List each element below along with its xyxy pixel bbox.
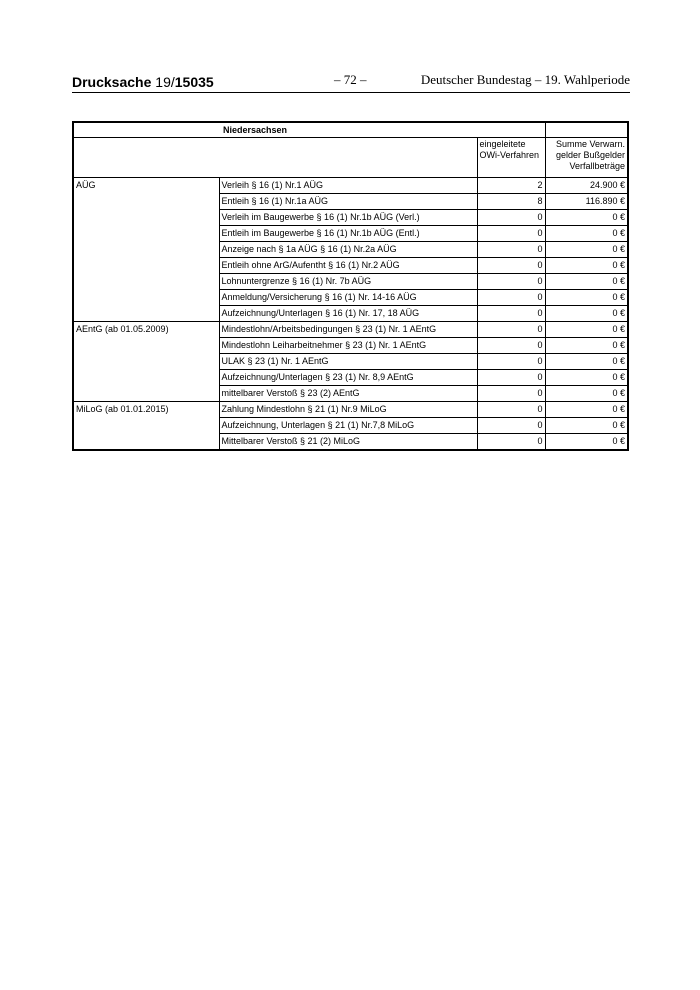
row-owi-cell: 0 xyxy=(477,210,545,226)
table-row xyxy=(73,418,628,434)
row-label-cell: mittelbarer Verstoß § 23 (2) AEntG xyxy=(219,386,477,402)
document-number-part1: 19/ xyxy=(155,74,175,90)
row-group-cell xyxy=(73,354,219,370)
row-label-cell: Anmeldung/Versicherung § 16 (1) Nr. 14-16 AÜG xyxy=(219,290,477,306)
row-sum-cell: 0 € xyxy=(545,418,628,434)
row-label-cell: Aufzeichnung, Unterlagen § 21 (1) Nr.7,8 MiLoG xyxy=(219,418,477,434)
row-group-cell xyxy=(73,226,219,242)
table-body xyxy=(73,178,628,451)
row-owi-cell: 0 xyxy=(477,242,545,258)
row-label-cell: Aufzeichnung/Unterlagen § 16 (1) Nr. 17, 18 AÜG xyxy=(219,306,477,322)
row-owi-cell: 2 xyxy=(477,178,545,194)
row-group-cell: AEntG (ab 01.05.2009) xyxy=(73,322,219,338)
row-group-cell xyxy=(73,338,219,354)
row-label-cell: Mindestlohn Leiharbeitnehmer § 23 (1) Nr. 1 AEntG xyxy=(219,338,477,354)
row-label-cell: Anzeige nach § 1a AÜG § 16 (1) Nr.2a AÜG xyxy=(219,242,477,258)
row-owi-cell: 0 xyxy=(477,306,545,322)
row-owi-cell: 0 xyxy=(477,402,545,418)
row-sum-cell: 0 € xyxy=(545,274,628,290)
row-owi-cell: 8 xyxy=(477,194,545,210)
row-owi-cell: 0 xyxy=(477,258,545,274)
table-row xyxy=(73,194,628,210)
table-row xyxy=(73,226,628,242)
page-header xyxy=(72,70,630,93)
row-sum-cell: 24.900 € xyxy=(545,178,628,194)
row-group-cell xyxy=(73,418,219,434)
row-group-cell: AÜG xyxy=(73,178,219,194)
header-empty-cell xyxy=(73,138,477,178)
row-group-cell xyxy=(73,386,219,402)
row-sum-cell: 0 € xyxy=(545,258,628,274)
row-label-cell: Mindestlohn/Arbeitsbedingungen § 23 (1) Nr. 1 AEntG xyxy=(219,322,477,338)
table-row xyxy=(73,178,628,194)
table-column-header-row xyxy=(73,138,628,178)
row-sum-cell: 0 € xyxy=(545,338,628,354)
row-group-cell: MiLoG (ab 01.01.2015) xyxy=(73,402,219,418)
row-label-cell: Aufzeichnung/Unterlagen § 23 (1) Nr. 8,9 AEntG xyxy=(219,370,477,386)
row-label-cell: Zahlung Mindestlohn § 21 (1) Nr.9 MiLoG xyxy=(219,402,477,418)
document-number xyxy=(72,74,214,90)
row-sum-cell: 0 € xyxy=(545,322,628,338)
table-row xyxy=(73,370,628,386)
table-row xyxy=(73,434,628,451)
row-group-cell xyxy=(73,290,219,306)
table-row xyxy=(73,242,628,258)
table-row xyxy=(73,258,628,274)
row-group-cell xyxy=(73,306,219,322)
page-number: – 72 – xyxy=(334,72,367,87)
row-sum-cell: 0 € xyxy=(545,226,628,242)
row-group-cell xyxy=(73,274,219,290)
table-row xyxy=(73,354,628,370)
table-row xyxy=(73,322,628,338)
row-label-cell: Entleih ohne ArG/Aufentht § 16 (1) Nr.2 AÜG xyxy=(219,258,477,274)
row-label-cell: Entleih im Baugewerbe § 16 (1) Nr.1b AÜG (Entl.) xyxy=(219,226,477,242)
table-row xyxy=(73,306,628,322)
row-sum-cell: 0 € xyxy=(545,370,628,386)
row-group-cell xyxy=(73,194,219,210)
row-sum-cell: 0 € xyxy=(545,402,628,418)
table-row xyxy=(73,386,628,402)
table-row xyxy=(73,210,628,226)
table-title: Niedersachsen xyxy=(73,122,545,138)
row-sum-cell: 0 € xyxy=(545,354,628,370)
document-number-part2: 15035 xyxy=(174,74,214,90)
row-group-cell xyxy=(73,434,219,451)
row-group-cell xyxy=(73,258,219,274)
row-owi-cell: 0 xyxy=(477,290,545,306)
row-group-cell xyxy=(73,210,219,226)
row-sum-cell: 0 € xyxy=(545,210,628,226)
row-sum-cell: 0 € xyxy=(545,242,628,258)
column-header-owi: eingeleitete OWi-Verfahren xyxy=(477,138,545,178)
table-title-row xyxy=(73,122,628,138)
parliament-label: Deutscher Bundestag – 19. Wahlperiode xyxy=(420,72,630,87)
row-owi-cell: 0 xyxy=(477,322,545,338)
row-label-cell: Verleih § 16 (1) Nr.1 AÜG xyxy=(219,178,477,194)
document-prefix: Drucksache xyxy=(72,74,152,90)
row-owi-cell: 0 xyxy=(477,338,545,354)
table-title-empty-cell xyxy=(545,122,628,138)
row-group-cell xyxy=(73,370,219,386)
row-label-cell: Lohnuntergrenze § 16 (1) Nr. 7b AÜG xyxy=(219,274,477,290)
row-sum-cell: 0 € xyxy=(545,290,628,306)
row-owi-cell: 0 xyxy=(477,386,545,402)
statistics-table xyxy=(72,121,629,451)
row-sum-cell: 0 € xyxy=(545,306,628,322)
row-owi-cell: 0 xyxy=(477,434,545,451)
table-row xyxy=(73,338,628,354)
row-owi-cell: 0 xyxy=(477,226,545,242)
row-sum-cell: 116.890 € xyxy=(545,194,628,210)
row-sum-cell: 0 € xyxy=(545,386,628,402)
row-sum-cell: 0 € xyxy=(545,434,628,451)
column-header-sum: Summe Verwarn. gelder Bußgelder Verfallbeträge xyxy=(545,138,628,178)
row-label-cell: Verleih im Baugewerbe § 16 (1) Nr.1b AÜG (Verl.) xyxy=(219,210,477,226)
row-owi-cell: 0 xyxy=(477,370,545,386)
row-owi-cell: 0 xyxy=(477,354,545,370)
table-row xyxy=(73,402,628,418)
row-label-cell: Mittelbarer Verstoß § 21 (2) MiLoG xyxy=(219,434,477,451)
row-owi-cell: 0 xyxy=(477,274,545,290)
table-row xyxy=(73,290,628,306)
table-row xyxy=(73,274,628,290)
row-label-cell: ULAK § 23 (1) Nr. 1 AEntG xyxy=(219,354,477,370)
row-label-cell: Entleih § 16 (1) Nr.1a AÜG xyxy=(219,194,477,210)
row-owi-cell: 0 xyxy=(477,418,545,434)
row-group-cell xyxy=(73,242,219,258)
